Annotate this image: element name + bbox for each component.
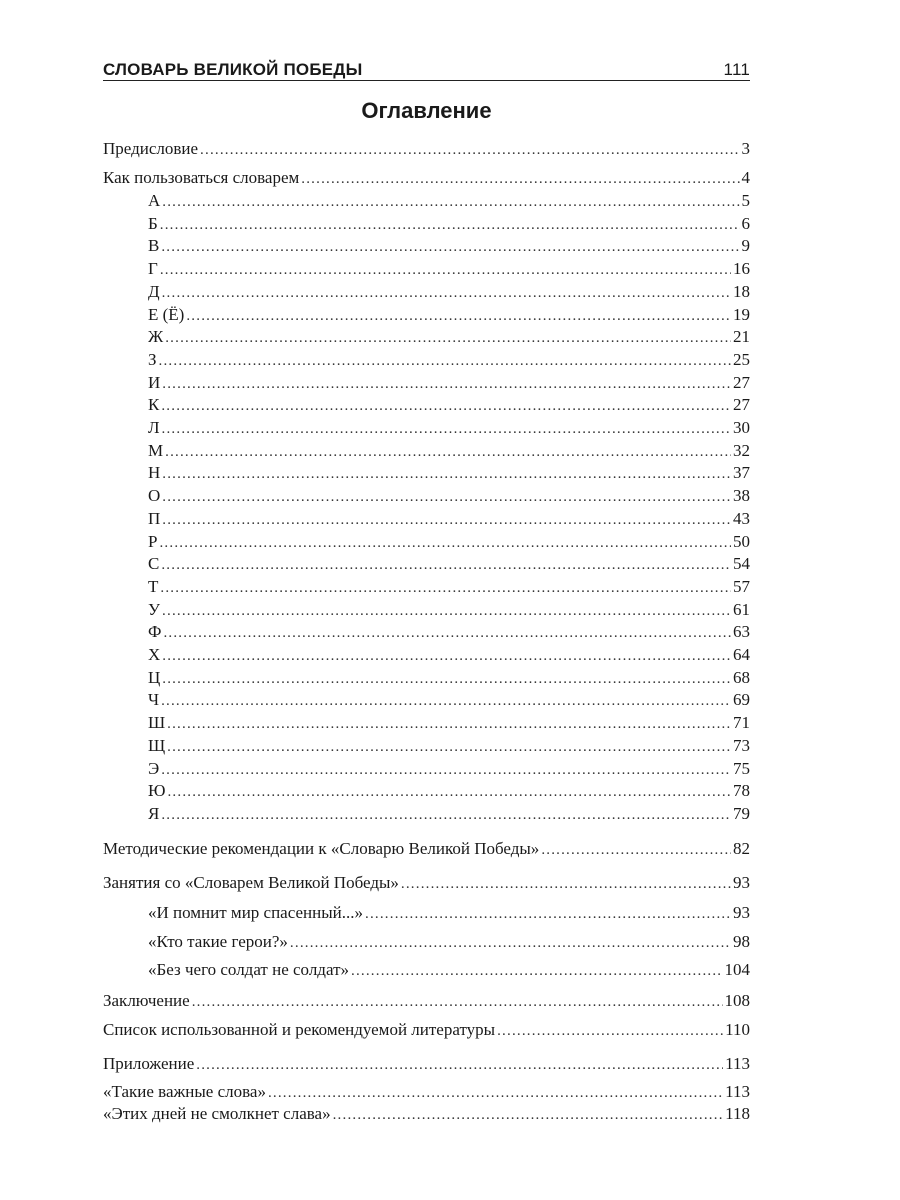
toc-entry bbox=[103, 508, 750, 530]
toc-entry bbox=[103, 735, 750, 757]
toc-entry bbox=[103, 349, 750, 371]
dot-leader bbox=[162, 282, 731, 304]
toc-entry bbox=[103, 440, 750, 462]
toc-entry-page: 9 bbox=[741, 236, 750, 256]
dot-leader bbox=[401, 873, 731, 895]
toc-entry-page: 27 bbox=[733, 395, 750, 415]
toc-entry bbox=[103, 1103, 750, 1125]
toc-entry bbox=[103, 485, 750, 507]
toc-entry bbox=[103, 1019, 750, 1041]
dot-leader bbox=[162, 418, 731, 440]
toc-entry-page: 21 bbox=[733, 327, 750, 347]
toc-entry-label: Как пользоваться словарем bbox=[103, 168, 300, 187]
dot-leader bbox=[192, 991, 723, 1013]
toc-entry-page: 30 bbox=[733, 418, 750, 437]
toc-entry-page: 113 bbox=[725, 1054, 750, 1073]
toc-entry-label: К bbox=[148, 395, 160, 415]
running-header bbox=[103, 50, 750, 80]
dot-leader bbox=[161, 236, 739, 258]
toc-entry-page: 82 bbox=[733, 839, 750, 858]
dot-leader bbox=[167, 713, 731, 735]
toc-entry bbox=[103, 190, 750, 212]
toc-entry bbox=[103, 417, 750, 439]
toc-entry-page: 118 bbox=[725, 1104, 750, 1123]
toc-entry bbox=[103, 281, 750, 303]
toc-entry-page: 16 bbox=[733, 259, 750, 279]
toc-entry-label: Ш bbox=[148, 713, 166, 733]
toc-entry bbox=[103, 599, 750, 621]
toc-entry-label: Ц bbox=[148, 667, 161, 687]
dot-leader bbox=[159, 350, 731, 372]
dot-leader bbox=[301, 168, 739, 190]
toc-entry bbox=[103, 167, 750, 189]
toc-entry-label: Список использованной и рекомендуемой литературы bbox=[103, 1020, 496, 1039]
dot-leader bbox=[167, 736, 731, 758]
toc-entry-label: М bbox=[148, 440, 164, 460]
toc-entry-page: 38 bbox=[733, 486, 750, 506]
toc-entry-label: Т bbox=[148, 576, 159, 596]
toc-entry-label: Э bbox=[148, 758, 160, 778]
toc-entry-page: 37 bbox=[733, 463, 750, 483]
dot-leader bbox=[162, 486, 731, 508]
toc-entry-label: Е (Ё) bbox=[148, 304, 185, 324]
toc-entry bbox=[103, 780, 750, 802]
toc-entry-label: С bbox=[148, 554, 160, 574]
toc-entry-page: 113 bbox=[725, 1082, 750, 1101]
toc-entry-page: 68 bbox=[733, 667, 750, 687]
dot-leader bbox=[161, 759, 731, 781]
toc-entry bbox=[103, 576, 750, 598]
dot-leader bbox=[161, 690, 731, 712]
dot-leader bbox=[160, 577, 731, 599]
dot-leader bbox=[200, 139, 739, 161]
toc-entry bbox=[103, 372, 750, 394]
dot-leader bbox=[365, 903, 731, 925]
toc-entry-page: 32 bbox=[733, 440, 750, 460]
toc-entry bbox=[103, 235, 750, 257]
toc-entry-label: Ч bbox=[148, 690, 160, 710]
dot-leader bbox=[162, 645, 731, 667]
toc-entry bbox=[103, 838, 750, 860]
dot-leader bbox=[165, 327, 731, 349]
toc-entry-page: 73 bbox=[733, 735, 750, 755]
dot-leader bbox=[165, 441, 731, 463]
toc-entry-label: В bbox=[148, 236, 160, 256]
toc-entry bbox=[103, 990, 750, 1012]
dot-leader bbox=[161, 554, 731, 576]
toc-entry bbox=[103, 902, 750, 924]
toc-entry-page: 5 bbox=[741, 191, 750, 210]
toc-entry-label: «Кто такие герои?» bbox=[148, 932, 288, 951]
toc-entry-page: 25 bbox=[733, 349, 750, 369]
toc-entry-label: П bbox=[148, 508, 161, 528]
dot-leader bbox=[163, 622, 731, 644]
toc-entry-label: Н bbox=[148, 463, 161, 483]
dot-leader bbox=[333, 1104, 724, 1126]
toc-entry-label: «Без чего солдат не солдат» bbox=[148, 960, 349, 979]
dot-leader bbox=[162, 191, 739, 213]
toc-entry bbox=[103, 758, 750, 780]
toc-entry-label: А bbox=[148, 191, 161, 210]
dot-leader bbox=[186, 305, 731, 327]
toc-entry-label: Л bbox=[148, 418, 160, 437]
toc-entry bbox=[103, 304, 750, 326]
dot-leader bbox=[351, 960, 723, 982]
toc-entry-page: 75 bbox=[733, 758, 750, 778]
toc-entry bbox=[103, 667, 750, 689]
toc-entry-page: 69 bbox=[733, 690, 750, 710]
toc-entry-page: 93 bbox=[733, 903, 750, 922]
dot-leader bbox=[162, 600, 731, 622]
toc-entry-page: 18 bbox=[733, 281, 750, 301]
toc-entry-page: 3 bbox=[741, 139, 750, 158]
dot-leader bbox=[160, 214, 740, 236]
toc-entry bbox=[103, 462, 750, 484]
page-number: 111 bbox=[723, 60, 750, 79]
toc-entry-page: 78 bbox=[733, 781, 750, 801]
dot-leader bbox=[290, 932, 731, 954]
toc-entry-page: 64 bbox=[733, 645, 750, 664]
toc-entry-label: З bbox=[148, 349, 157, 369]
toc-entry bbox=[103, 803, 750, 825]
toc-entry-page: 104 bbox=[724, 960, 750, 979]
toc-entry bbox=[103, 1081, 750, 1103]
toc-entry-label: Щ bbox=[148, 735, 166, 755]
toc-entry bbox=[103, 712, 750, 734]
toc-entry-page: 57 bbox=[733, 576, 750, 596]
toc-entry-page: 108 bbox=[724, 991, 750, 1010]
toc-entry bbox=[103, 553, 750, 575]
toc-entry-label: Методические рекомендации к «Словарю Великой Победы» bbox=[103, 839, 540, 858]
dot-leader bbox=[162, 463, 731, 485]
dot-leader bbox=[159, 532, 731, 554]
toc-entry bbox=[103, 394, 750, 416]
toc-entry bbox=[103, 138, 750, 160]
toc-entry-label: Ю bbox=[148, 781, 166, 801]
toc-entry-page: 61 bbox=[733, 599, 750, 619]
dot-leader bbox=[497, 1020, 723, 1042]
toc-entry-label: Приложение bbox=[103, 1054, 195, 1073]
toc-entry-page: 98 bbox=[733, 932, 750, 951]
toc-entry-label: И bbox=[148, 372, 161, 392]
toc-entry-page: 50 bbox=[733, 531, 750, 551]
toc-entry-label: Г bbox=[148, 259, 158, 279]
toc-entry bbox=[103, 326, 750, 348]
toc-entry-label: «И помнит мир спасенный...» bbox=[148, 903, 363, 922]
dot-leader bbox=[196, 1054, 723, 1076]
toc-entry bbox=[103, 258, 750, 280]
toc-entry-page: 110 bbox=[725, 1020, 750, 1039]
toc-entry-label: Р bbox=[148, 531, 158, 551]
dot-leader bbox=[161, 804, 731, 826]
toc-entry-page: 27 bbox=[733, 372, 750, 392]
toc-entry-page: 19 bbox=[733, 304, 750, 324]
toc-entry-page: 43 bbox=[733, 508, 750, 528]
toc-entry-label: «Этих дней не смолкнет слава» bbox=[103, 1104, 331, 1123]
toc-entry-label: Ж bbox=[148, 327, 164, 347]
toc-entry-page: 79 bbox=[733, 803, 750, 823]
header-rule bbox=[103, 80, 750, 81]
dot-leader bbox=[162, 373, 731, 395]
toc-entry-label: Б bbox=[148, 213, 158, 233]
dot-leader bbox=[162, 509, 731, 531]
toc-entry-page: 54 bbox=[733, 554, 750, 574]
toc-entry-label: Занятия со «Словарем Великой Победы» bbox=[103, 873, 399, 892]
toc-entry-label: Х bbox=[148, 645, 161, 664]
toc-entry bbox=[103, 689, 750, 711]
toc-entry bbox=[103, 644, 750, 666]
toc-title: Оглавление bbox=[361, 98, 492, 123]
toc-entry bbox=[103, 959, 750, 981]
toc-entry bbox=[103, 1053, 750, 1075]
book-title: СЛОВАРЬ ВЕЛИКОЙ ПОБЕДЫ bbox=[103, 60, 363, 79]
toc-entry-label: «Такие важные слова» bbox=[103, 1082, 266, 1101]
toc-entry bbox=[103, 931, 750, 953]
toc-entry-label: Д bbox=[148, 281, 160, 301]
toc-entry-label: Предисловие bbox=[103, 139, 199, 158]
dot-leader bbox=[161, 395, 731, 417]
dot-leader bbox=[268, 1082, 723, 1104]
toc-entry-page: 63 bbox=[733, 622, 750, 642]
dot-leader bbox=[162, 668, 731, 690]
toc-entry bbox=[103, 872, 750, 894]
toc-entry-page: 4 bbox=[741, 168, 750, 187]
dot-leader bbox=[541, 839, 731, 861]
toc-entry-label: О bbox=[148, 486, 161, 506]
toc-entry bbox=[103, 531, 750, 553]
toc-entry-label: Заключение bbox=[103, 991, 190, 1010]
dot-leader bbox=[167, 781, 731, 803]
toc-entry-page: 71 bbox=[733, 713, 750, 733]
toc-entry-label: У bbox=[148, 599, 161, 619]
toc-entry-page: 93 bbox=[733, 873, 750, 892]
toc-entry bbox=[103, 621, 750, 643]
toc-entry-page: 6 bbox=[741, 213, 750, 233]
toc-entry-label: Я bbox=[148, 803, 160, 823]
dot-leader bbox=[160, 259, 731, 281]
toc-entry-label: Ф bbox=[148, 622, 162, 642]
toc-entry bbox=[103, 213, 750, 235]
